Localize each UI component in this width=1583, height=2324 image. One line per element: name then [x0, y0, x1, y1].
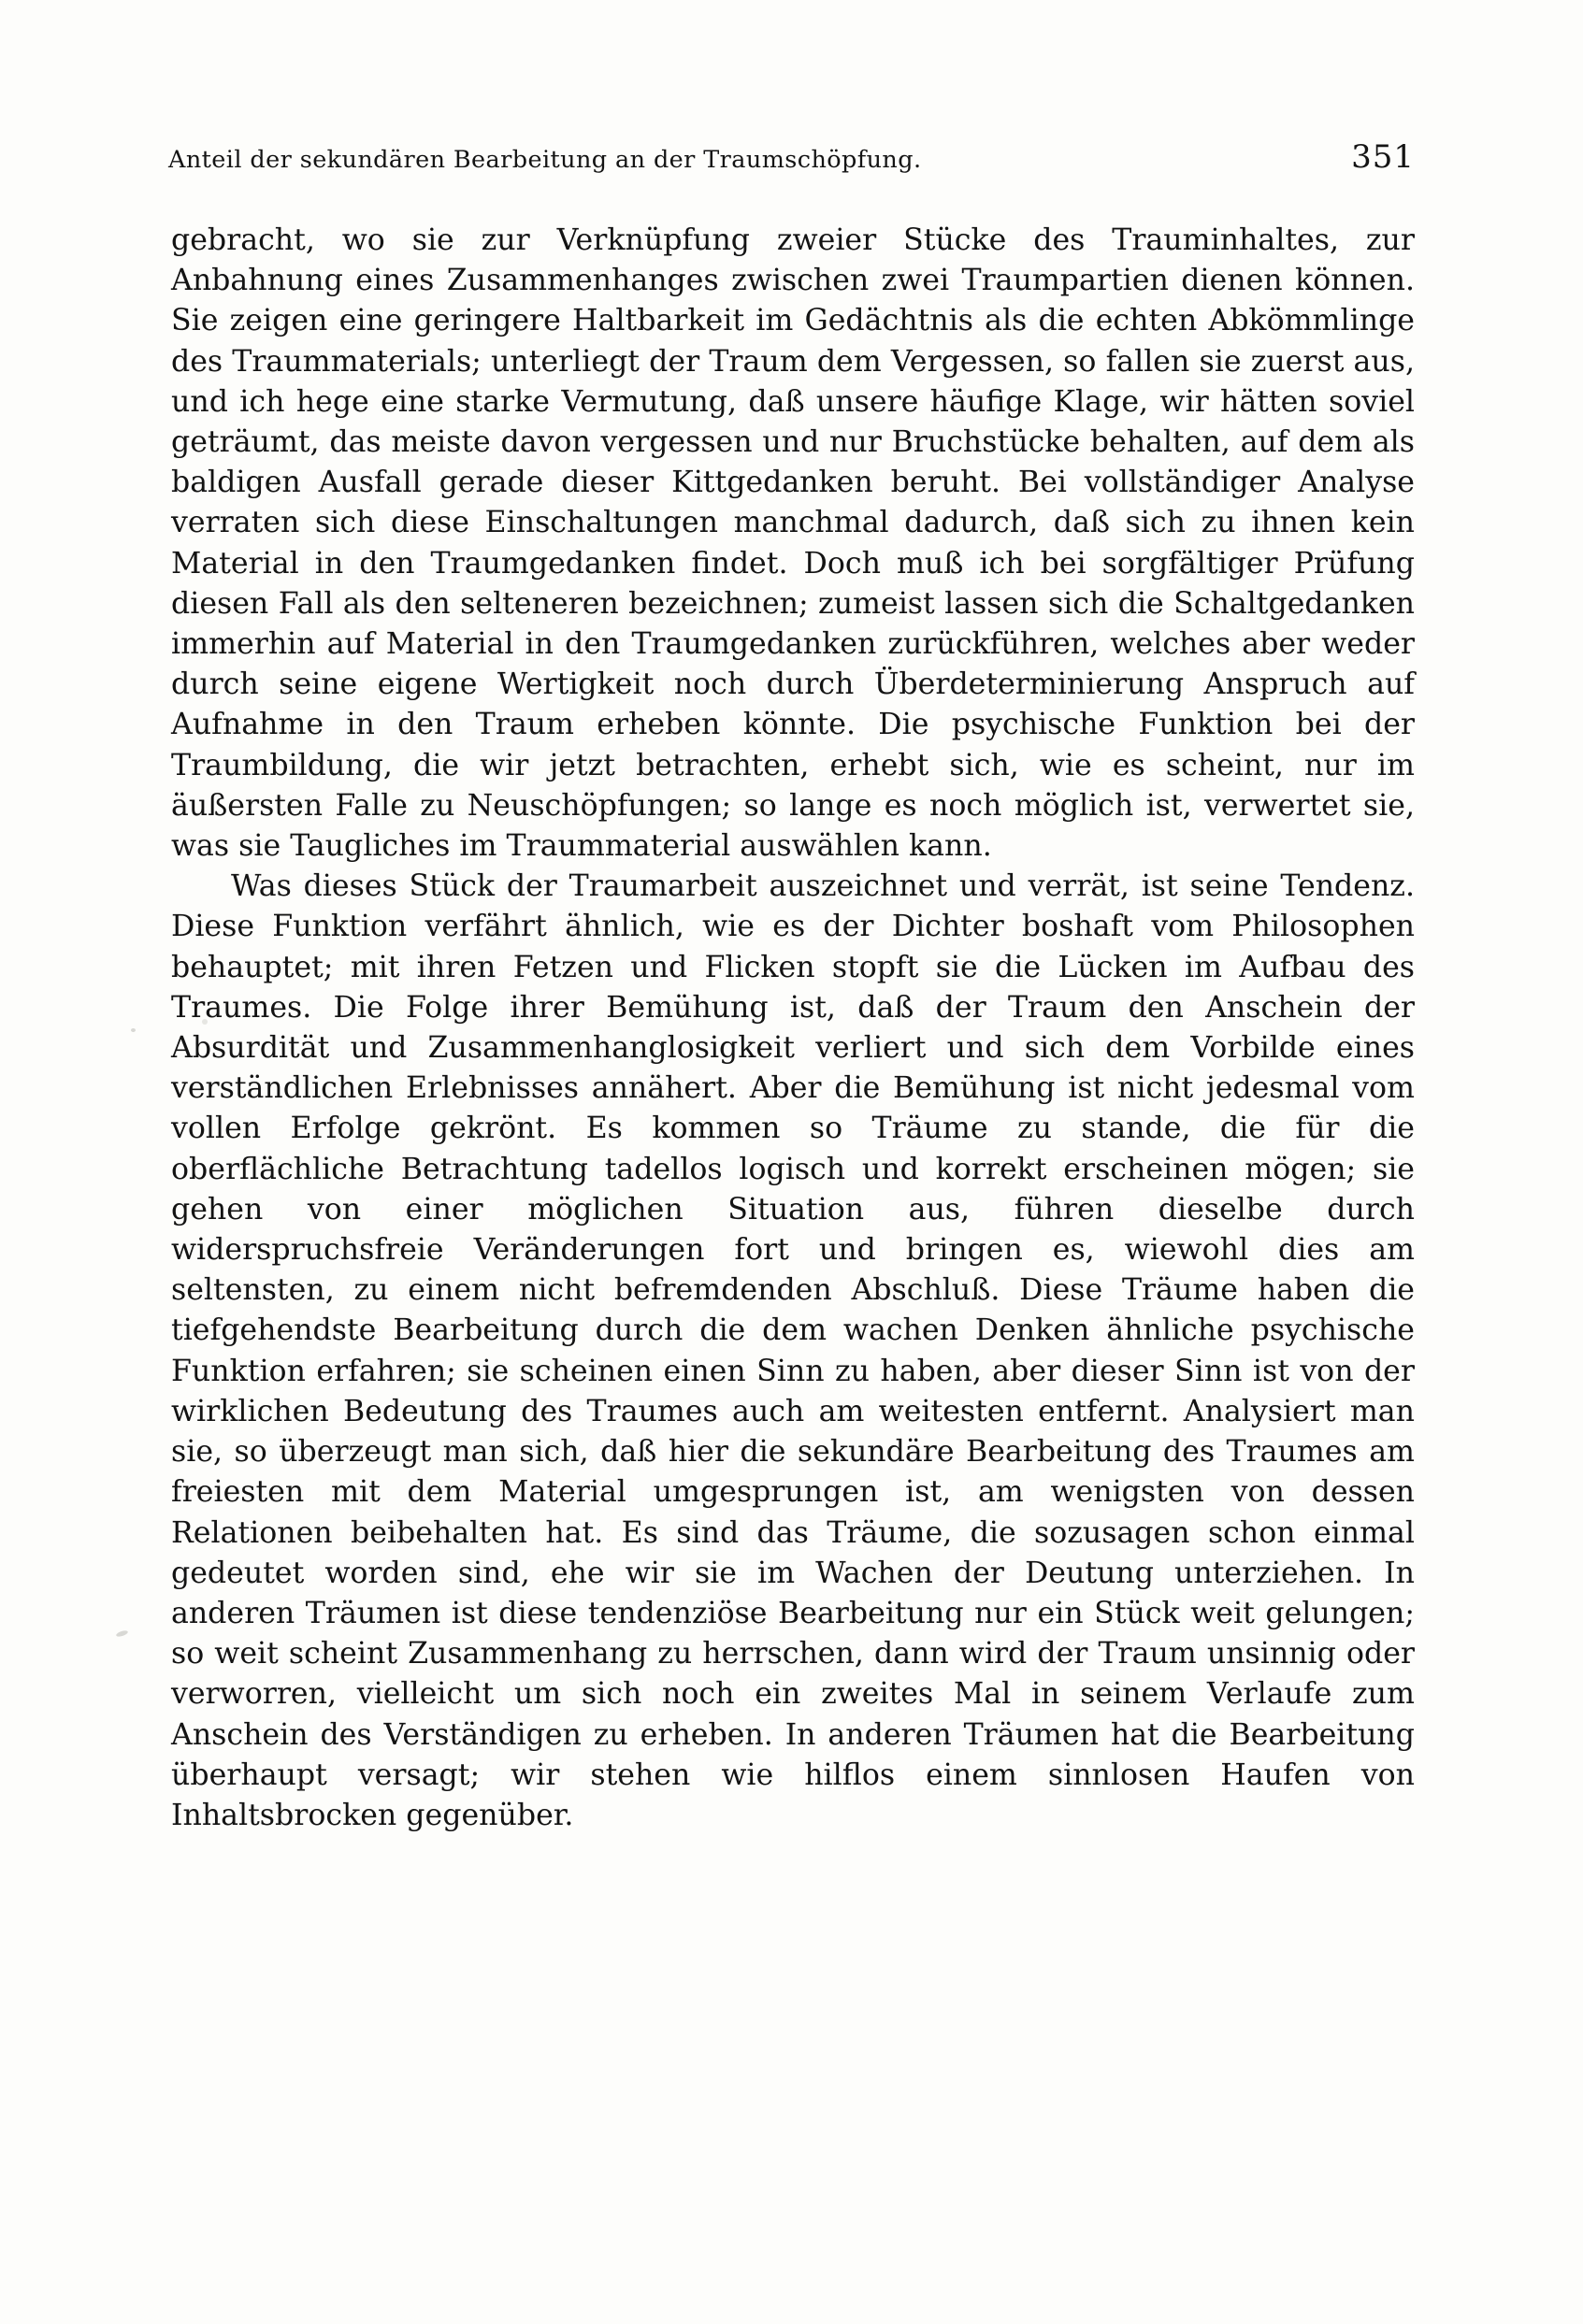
- scan-speck: [202, 1019, 208, 1025]
- page-number: 351: [1351, 138, 1415, 176]
- body-text: [171, 221, 1415, 1836]
- running-title: Anteil der sekundären Bearbeitung an der Traumschöpfung.: [168, 146, 922, 174]
- scan-speck: [131, 1028, 136, 1032]
- scan-speck: [116, 1629, 129, 1638]
- page-header: [168, 138, 1415, 183]
- paragraph: Was dieses Stück der Traumarbeit auszeichnet und verrät, ist seine Tendenz. Diese Funktion verfährt ähnlich, wie es der Dichter boshaft vom Philosophen behauptet; mit ihren Fetzen und Flicken stopft sie die Lücken im Aufbau des Traumes. Die Folge ihrer Bemühung ist, daß der Traum den Anschein der Absurdität und Zusammenhanglosigkeit verliert und sich dem Vorbilde eines verständlichen Erlebnisses annähert. Aber die Bemühung ist nicht jedesmal vom vollen Erfolge gekrönt. Es kommen so Träume zu stande, die für die oberflächliche Betrachtung tadellos logisch und korrekt erscheinen mögen; sie gehen von einer möglichen Situation aus, führen dieselbe durch widerspruchsfreie Veränderungen fort und bringen es, wiewohl dies am seltensten, zu einem nicht befremdenden Abschluß. Diese Träume haben die tiefgehendste Bearbeitung durch die dem wachen Denken ähnliche psychische Funktion erfahren; sie scheinen einen Sinn zu haben, aber dieser Sinn ist von der wirklichen Bedeutung des Traumes auch am weitesten entfernt. Analysiert man sie, so überzeugt man sich, daß hier die sekundäre Bearbeitung des Traumes am freiesten mit dem Material umgesprungen ist, am wenigsten von dessen Relationen beibehalten hat. Es sind das Träume, die sozusagen schon einmal gedeutet worden sind, ehe wir sie im Wachen der Deutung unterziehen. In anderen Träumen ist diese tendenziöse Bearbeitung nur ein Stück weit gelungen; so weit scheint Zusammenhang zu herrschen, dann wird der Traum unsinnig oder verworren, vielleicht um sich noch ein zweites Mal in seinem Verlaufe zum Anschein des Verständigen zu erheben. In anderen Träumen hat die Bearbeitung überhaupt versagt; wir stehen wie hilflos einem sinnlosen Haufen von Inhaltsbrocken gegenüber.: [171, 869, 1415, 1832]
- paragraph: gebracht, wo sie zur Verknüpfung zweier Stücke des Trauminhaltes, zur Anbahnung eines Zusammenhanges zwischen zwei Traumpartien dienen können. Sie zeigen eine geringere Haltbarkeit im Gedächtnis als die echten Abkömmlinge des Traummaterials; unterliegt der Traum dem Vergessen, so fallen sie zuerst aus, und ich hege eine starke Vermutung, daß unsere häufige Klage, wir hätten soviel geträumt, das meiste davon vergessen und nur Bruchstücke behalten, auf dem als baldigen Ausfall gerade dieser Kittgedanken beruht. Bei vollständiger Analyse verraten sich diese Einschaltungen manchmal dadurch, daß sich zu ihnen kein Material in den Traumgedanken findet. Doch muß ich bei sorgfältiger Prüfung diesen Fall als den selteneren bezeichnen; zumeist lassen sich die Schaltgedanken immerhin auf Material in den Traumgedanken zurückführen, welches aber weder durch seine eigene Wertigkeit noch durch Überdeterminierung Anspruch auf Aufnahme in den Traum erheben könnte. Die psychische Funktion bei der Traumbildung, die wir jetzt betrachten, erhebt sich, wie es scheint, nur im äußersten Falle zu Neuschöpfungen; so lange es noch möglich ist, verwertet sie, was sie Taugliches im Traummaterial auswählen kann.: [171, 223, 1415, 864]
